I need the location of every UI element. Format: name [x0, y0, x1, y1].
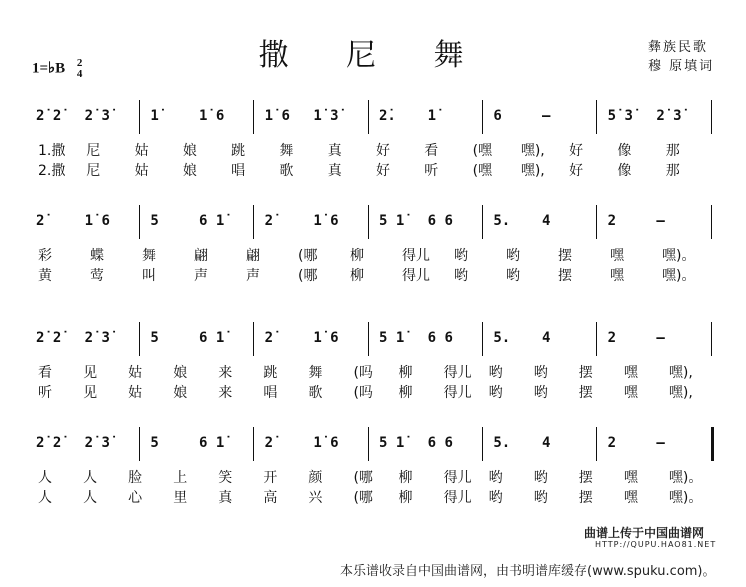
lyric-verse-2: 尼	[86, 163, 101, 179]
lyric-verse-1: 舞	[142, 248, 156, 264]
lyric-verse-1: 笑	[218, 470, 233, 486]
lyric-verse-2: 得儿	[443, 490, 472, 506]
lyric-verse-2: 嘿),	[668, 385, 693, 401]
lyric-verse-1: 人	[83, 470, 98, 486]
lyric-verse-1: 真	[327, 143, 342, 159]
note-group: 4	[541, 213, 551, 229]
note-group: 4	[541, 435, 551, 451]
note-group: 5	[150, 435, 159, 451]
note-group: 5.	[493, 213, 511, 229]
note-group: 2̇ 3̇	[84, 330, 110, 346]
note-group: 2̇ 3̇	[84, 435, 110, 451]
note-group: –	[656, 435, 665, 451]
lyric-verse-1: (吗	[353, 365, 373, 381]
key-label: 1=♭B	[32, 60, 66, 77]
note-group: 6 1̇	[198, 435, 225, 451]
barline	[368, 100, 369, 134]
note-group: 2̇.	[379, 108, 396, 124]
lyric-verse-1: 舞	[308, 365, 323, 381]
lyric-verse-1: 摆	[578, 365, 593, 381]
lyric-verse-2: 柳	[398, 385, 413, 401]
lyric-verse-1: 人	[38, 470, 52, 486]
time-signature	[77, 58, 83, 80]
note-group: –	[656, 213, 665, 229]
lyric-verse-1: 1.撒	[38, 143, 66, 159]
lyric-verse-1: 嘿	[623, 365, 638, 381]
lyric-verse-2: 摆	[578, 385, 593, 401]
score-title: 撒 尼 舞	[258, 38, 488, 73]
lyric-verse-1: 翩	[194, 248, 208, 264]
lyric-verse-2: 那	[665, 163, 680, 179]
note-group: 5 1̇	[379, 213, 405, 229]
lyric-verse-2: 嘿	[623, 490, 638, 506]
lyric-verse-1: 好	[376, 143, 390, 159]
lyric-verse-2: 哟	[488, 385, 503, 401]
lyric-verse-2: 娘	[182, 163, 197, 179]
barline	[368, 205, 369, 239]
lyric-verse-1: 柳	[398, 365, 413, 381]
footer-site-url: HTTP://QUPU.HAO81.NET	[595, 540, 717, 549]
lyric-verse-2: 听	[38, 385, 52, 401]
lyric-verse-1: 舞	[279, 143, 294, 159]
note-group: 2	[607, 330, 617, 346]
lyric-verse-2: 声	[194, 268, 208, 284]
barline	[139, 322, 140, 356]
lyric-verse-2: (哪	[298, 268, 318, 284]
lyric-verse-2: 柳	[350, 268, 364, 284]
lyric-verse-2: 唱	[263, 385, 278, 401]
lyric-verse-1: 好	[569, 143, 584, 159]
note-group: 2̇	[36, 213, 45, 229]
lyric-verse-1: 蝶	[90, 248, 104, 264]
score-system	[0, 322, 746, 417]
lyric-verse-2: 哟	[488, 490, 503, 506]
final-barline	[711, 427, 714, 461]
lyric-verse-1: (哪	[353, 470, 373, 486]
lyric-verse-2: 里	[173, 490, 188, 506]
lyric-verse-2: 娘	[173, 385, 188, 401]
lyric-verse-1: 彩	[38, 248, 52, 264]
lyric-verse-1: 像	[617, 143, 632, 159]
lyric-verse-2: 好	[569, 163, 584, 179]
lyric-verse-1: 看	[38, 365, 52, 381]
key-signature	[32, 58, 82, 80]
barline	[711, 100, 712, 134]
lyric-verse-2: 真	[218, 490, 233, 506]
note-group: 2	[607, 213, 617, 229]
note-group: 2̇	[264, 435, 274, 451]
lyric-verse-2: 哟	[454, 268, 468, 284]
lyric-verse-2: 像	[617, 163, 632, 179]
barline	[368, 427, 369, 461]
lyric-verse-2: 来	[218, 385, 233, 401]
barline	[711, 322, 712, 356]
lyric-verse-2: 高	[263, 490, 278, 506]
note-group: 2̇ 3̇	[656, 108, 682, 124]
lyric-verse-2: 歌	[279, 163, 294, 179]
barline	[253, 427, 254, 461]
lyric-verse-2: 姑	[128, 385, 143, 401]
lyric-verse-2: 姑	[134, 163, 149, 179]
lyric-verse-2: 人	[38, 490, 52, 506]
note-group: 1̇ 6	[313, 213, 339, 229]
lyric-verse-1: 见	[83, 365, 98, 381]
barline	[253, 322, 254, 356]
lyric-verse-2: 得儿	[402, 268, 430, 284]
lyric-verse-1: (嘿	[472, 143, 493, 159]
lyric-verse-2: 哟	[506, 268, 520, 284]
lyric-verse-2: 莺	[90, 268, 104, 284]
note-group: 6 6	[427, 213, 453, 229]
barline	[368, 322, 369, 356]
lyric-verse-2: 哟	[533, 385, 548, 401]
lyric-verse-2: 嘿	[623, 385, 638, 401]
note-group: 1̇ 3̇	[313, 108, 339, 124]
note-group: 5	[150, 213, 159, 229]
lyric-verse-1: 来	[218, 365, 233, 381]
lyric-verse-1: 娘	[173, 365, 188, 381]
barline	[482, 100, 483, 134]
note-group: 2̇	[264, 213, 274, 229]
note-group: 2̇	[264, 330, 274, 346]
lyric-verse-2: 黄	[38, 268, 52, 284]
note-group: 2̇ 2̇	[36, 108, 62, 124]
lyric-verse-1: 摆	[578, 470, 593, 486]
lyric-verse-1: 哟	[488, 470, 503, 486]
lyric-verse-1: 柳	[350, 248, 364, 264]
barline	[139, 205, 140, 239]
note-group: 6 6	[427, 330, 453, 346]
lyric-verse-1: 看	[424, 143, 439, 159]
lyric-verse-1: 摆	[558, 248, 572, 264]
barline	[596, 427, 597, 461]
credit-lyricist: 穆 原填词	[648, 59, 715, 74]
lyric-verse-1: (哪	[298, 248, 318, 264]
lyric-verse-1: 得儿	[443, 365, 472, 381]
barline	[482, 205, 483, 239]
lyric-verse-2: 唱	[231, 163, 246, 179]
lyric-verse-1: 翩	[246, 248, 260, 264]
lyric-verse-2: 叫	[142, 268, 156, 284]
note-group: 1̇ 6	[84, 213, 110, 229]
note-group: –	[656, 330, 665, 346]
footer-notice: 本乐谱收录自中国曲谱网，由书明谱库缓存(www.spuku.com)。	[340, 564, 716, 579]
lyric-verse-2: 歌	[308, 385, 323, 401]
lyric-verse-1: 上	[173, 470, 188, 486]
lyric-verse-1: 嘿),	[520, 143, 545, 159]
footer-site-cn: 曲谱上传于中国曲谱网	[584, 526, 705, 540]
lyric-verse-1: 开	[263, 470, 278, 486]
lyric-verse-1: 跳	[231, 143, 246, 159]
lyric-verse-1: 嘿	[610, 248, 624, 264]
lyric-verse-1: 哟	[533, 365, 548, 381]
barline	[253, 100, 254, 134]
note-group: 4	[541, 330, 551, 346]
note-group: 2̇ 2̇	[36, 330, 62, 346]
note-group: 5̇ 3̇	[607, 108, 633, 124]
lyric-verse-2: 好	[376, 163, 390, 179]
lyric-verse-2: 见	[83, 385, 98, 401]
lyric-verse-1: 那	[665, 143, 680, 159]
barline	[711, 205, 712, 239]
lyric-verse-1: 嘿),	[668, 365, 693, 381]
lyric-verse-2: (嘿	[472, 163, 493, 179]
barline	[596, 322, 597, 356]
lyric-verse-2: 摆	[578, 490, 593, 506]
lyric-verse-1: 哟	[506, 248, 520, 264]
credit-origin: 彝族民歌	[648, 40, 709, 55]
lyric-verse-1: 嘿	[623, 470, 638, 486]
note-group: 5 1̇	[379, 435, 405, 451]
time-sig-top: 2	[76, 57, 83, 69]
note-group: 6 6	[427, 435, 453, 451]
lyric-verse-2: 2.撒	[38, 163, 66, 179]
lyric-verse-1: 哟	[488, 365, 503, 381]
lyric-verse-1: 跳	[263, 365, 278, 381]
barline	[482, 322, 483, 356]
barline	[482, 427, 483, 461]
lyric-verse-2: 嘿	[610, 268, 624, 284]
note-group: 1̇ 6	[264, 108, 290, 124]
score-system	[0, 427, 746, 522]
lyric-verse-2: 柳	[398, 490, 413, 506]
barline	[596, 205, 597, 239]
lyric-verse-1: 哟	[533, 470, 548, 486]
lyric-verse-1: 脸	[128, 470, 143, 486]
lyric-verse-1: 柳	[398, 470, 413, 486]
barline	[253, 205, 254, 239]
note-group: 6 1̇	[198, 330, 225, 346]
lyric-verse-2: 人	[83, 490, 98, 506]
lyric-verse-2: 哟	[533, 490, 548, 506]
lyric-verse-1: 嘿)。	[668, 470, 703, 486]
lyric-verse-1: 得儿	[443, 470, 472, 486]
lyric-verse-1: 姑	[128, 365, 143, 381]
barline	[139, 427, 140, 461]
note-group: 5 1̇	[379, 330, 405, 346]
barline	[596, 100, 597, 134]
lyric-verse-2: 嘿)。	[662, 268, 696, 284]
lyric-verse-1: 哟	[454, 248, 468, 264]
lyric-verse-2: 真	[327, 163, 342, 179]
note-group: 5.	[493, 330, 511, 346]
barline	[139, 100, 140, 134]
lyric-verse-2: 心	[128, 490, 143, 506]
note-group: 5.	[493, 435, 511, 451]
note-group: –	[541, 108, 551, 124]
lyric-verse-1: 娘	[182, 143, 197, 159]
note-group: 6 1̇	[198, 213, 225, 229]
lyric-verse-2: (吗	[353, 385, 373, 401]
lyric-verse-1: 颜	[308, 470, 323, 486]
time-sig-bottom: 4	[76, 68, 83, 80]
note-group: 2̇ 3̇	[84, 108, 110, 124]
note-group: 1̇ 6	[313, 330, 339, 346]
lyric-verse-1: 得儿	[402, 248, 430, 264]
lyric-verse-2: 声	[246, 268, 260, 284]
note-group: 1̇	[150, 108, 159, 124]
lyric-verse-1: 尼	[86, 143, 101, 159]
lyric-verse-2: 摆	[558, 268, 572, 284]
note-group: 1̇ 6	[313, 435, 339, 451]
note-group: 6	[493, 108, 502, 124]
lyric-verse-2: 兴	[308, 490, 323, 506]
lyric-verse-2: (哪	[353, 490, 373, 506]
note-group: 1̇ 6	[198, 108, 225, 124]
note-group: 2̇ 2̇	[36, 435, 62, 451]
lyric-verse-1: 嘿)。	[662, 248, 696, 264]
score-system	[0, 100, 746, 195]
note-group: 5	[150, 330, 159, 346]
lyric-verse-1: 姑	[134, 143, 149, 159]
note-group: 2	[607, 435, 617, 451]
lyric-verse-2: 嘿)。	[668, 490, 703, 506]
note-group: 1̇	[427, 108, 437, 124]
lyric-verse-2: 嘿),	[520, 163, 545, 179]
score-system	[0, 205, 746, 300]
lyric-verse-2: 听	[424, 163, 439, 179]
lyric-verse-2: 得儿	[443, 385, 472, 401]
